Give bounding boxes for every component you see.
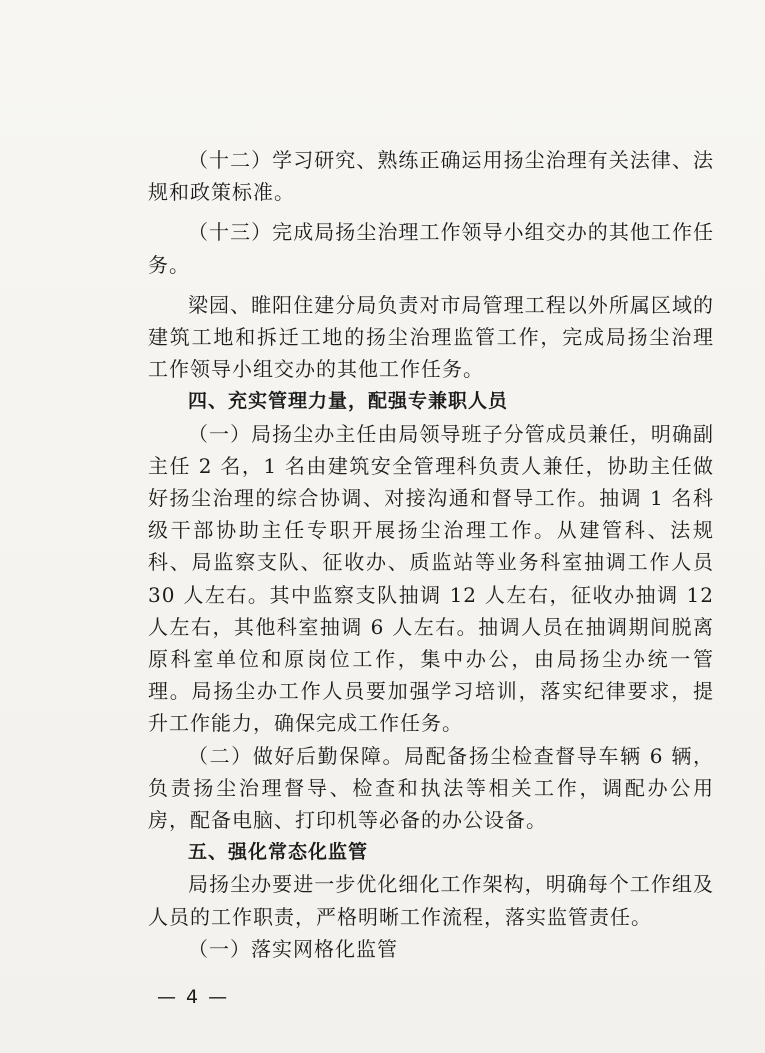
paragraph-item-13: （十三）完成局扬尘治理工作领导小组交办的其他工作任务。 xyxy=(148,220,714,277)
paragraph-grid-supervision: （一）落实网格化监管 xyxy=(188,936,398,961)
paragraph-logistics: （二）做好后勤保障。局配备扬尘检查督导车辆 6 辆，负责扬尘治理督导、检查和执法等相关工作，调配办公用房，配备电脑、打印机等必备的办公设备。 xyxy=(148,743,714,833)
page-number: — 4 — xyxy=(157,986,230,1008)
paragraph-staffing: （一）局扬尘办主任由局领导班子分管成员兼任，明确副主任 2 名，1 名由建筑安全管理科负责人兼任，协助主任做好扬尘治理的综合协调、对接沟通和督导工作。抽调 1 名科级干部协助主任专职开展扬尘治理工作。从建管科、法规科、局监察支队、征收办、质监站等业务科室抽调工作人员 30 人左右。其中监察支队抽调 12 人左右，征收办抽调 12 人左右，其他科室抽调 6 人左右。抽调人员在抽调期间脱离原科室单位和原岗位工作，集中办公，由局扬尘办统一管理。局扬尘办工作人员要加强学习培训，落实纪律要求，提升工作能力，确保完成工作任务。 xyxy=(148,421,714,736)
paragraph-item-12: （十二）学习研究、熟练正确运用扬尘治理有关法律、法规和政策标准。 xyxy=(148,148,714,205)
paragraph-optimize-structure: 局扬尘办要进一步优化细化工作架构，明确每个工作组及人员的工作职责，严格明晰工作流程，落实监管责任。 xyxy=(148,872,714,929)
paragraph-branch-duties: 梁园、睢阳住建分局负责对市局管理工程以外所属区域的建筑工地和拆迁工地的扬尘治理监管工作，完成局扬尘治理工作领导小组交办的其他工作任务。 xyxy=(148,292,714,382)
section-heading-4: 四、充实管理力量，配强专兼职人员 xyxy=(188,390,509,413)
document-body xyxy=(148,144,714,965)
section-heading-5: 五、强化常态化监管 xyxy=(188,841,369,864)
